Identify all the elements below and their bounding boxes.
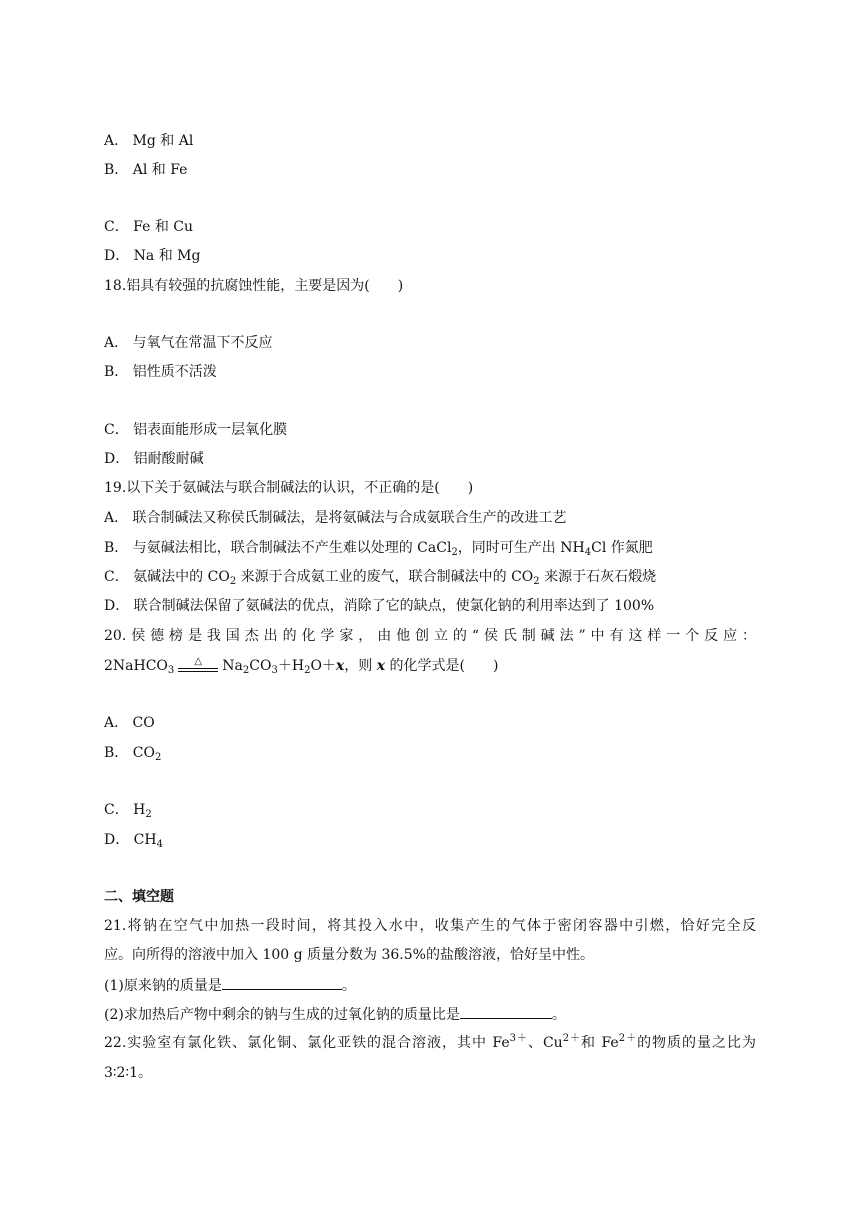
q17-option-d: D． Na 和 Mg — [104, 248, 201, 264]
q17-option-a: A． Mg 和 Al — [104, 133, 194, 149]
q17-option-b: B． Al 和 Fe — [104, 162, 188, 178]
q20-option-b: B． $CO_2$ — [104, 745, 162, 763]
q17-option-c: C． Fe 和 Cu — [104, 219, 194, 235]
q18-option-a: A． 与氧气在常温下不反应 — [104, 335, 273, 351]
q19-option-d: D． 联合制碱法保留了氨碱法的优点，消除了它的缺点，使氯化钠的利用率达到了 100% — [104, 598, 655, 614]
q20-option-a: A． CO — [104, 715, 155, 731]
q20-option-d: D． $CH_4$ — [104, 832, 163, 850]
q19-option-a: A． 联合制碱法又称侯氏制碱法，是将氨碱法与合成氨联合生产的改进工艺 — [104, 510, 567, 526]
q20-option-c: C． $H_2$ — [104, 802, 152, 820]
answer-blank-2[interactable] — [460, 1003, 552, 1019]
q19-option-c: C． 氨碱法中的 $CO_2$ 来源于合成氨工业的废气，联合制碱法中的 $CO_2$ 来源于石灰石煅烧 — [104, 569, 657, 587]
heat-equals-sign — [174, 656, 222, 676]
q21-part2: (2)求加热后产物中剩余的钠与生成的过氧化钠的质量比是 。 — [104, 1003, 566, 1025]
q18-stem: 18.铝具有较强的抗腐蚀性能，主要是因为( ) — [104, 278, 404, 294]
q21-line1: 21.将钠在空气中加热一段时间，将其投入水中，收集产生的气体于密闭容器中引燃，恰好完全反 — [104, 918, 756, 934]
q20-equation-line: 2NaHCO$_3$ △ $Na_2CO_3+H_2O+x$，则 x 的化学式是( ) — [104, 656, 498, 676]
q19-option-b: B． 与氨碱法相比，联合制碱法不产生难以处理的 CaCl$_2$，同时可生产出 $NH_4Cl$ 作氮肥 — [104, 540, 653, 558]
q18-option-c: C． 铝表面能形成一层氧化膜 — [104, 422, 288, 438]
q22-line1: 22.实验室有氯化铁、氯化铜、氯化亚铁的混合溶液，其中 $Fe^{3+}$、$Cu^{2+}$和 $Fe^{2+}$的物质的量之比为 — [104, 1033, 756, 1051]
q20-stem-line1: 20.侯德榜是我国杰出的化学家，由他创立的“侯氏制碱法”中有这样一个反应： — [104, 628, 756, 644]
section-title: 二、填空题 — [104, 889, 174, 905]
delta-heat-icon: △ — [194, 656, 203, 667]
q18-option-b: B． 铝性质不活泼 — [104, 364, 217, 380]
q19-stem: 19.以下关于氨碱法与联合制碱法的认识，不正确的是( ) — [104, 480, 474, 496]
q18-option-d: D． 铝耐酸耐碱 — [104, 451, 204, 467]
answer-blank-1[interactable] — [222, 974, 342, 990]
q21-part1: (1)原来钠的质量是 。 — [104, 974, 356, 996]
q22-line2: 3∶2∶1。 — [104, 1065, 153, 1081]
q21-line2: 应。向所得的溶液中加入 100 g 质量分数为 36.5%的盐酸溶液，恰好呈中性。 — [104, 947, 594, 963]
